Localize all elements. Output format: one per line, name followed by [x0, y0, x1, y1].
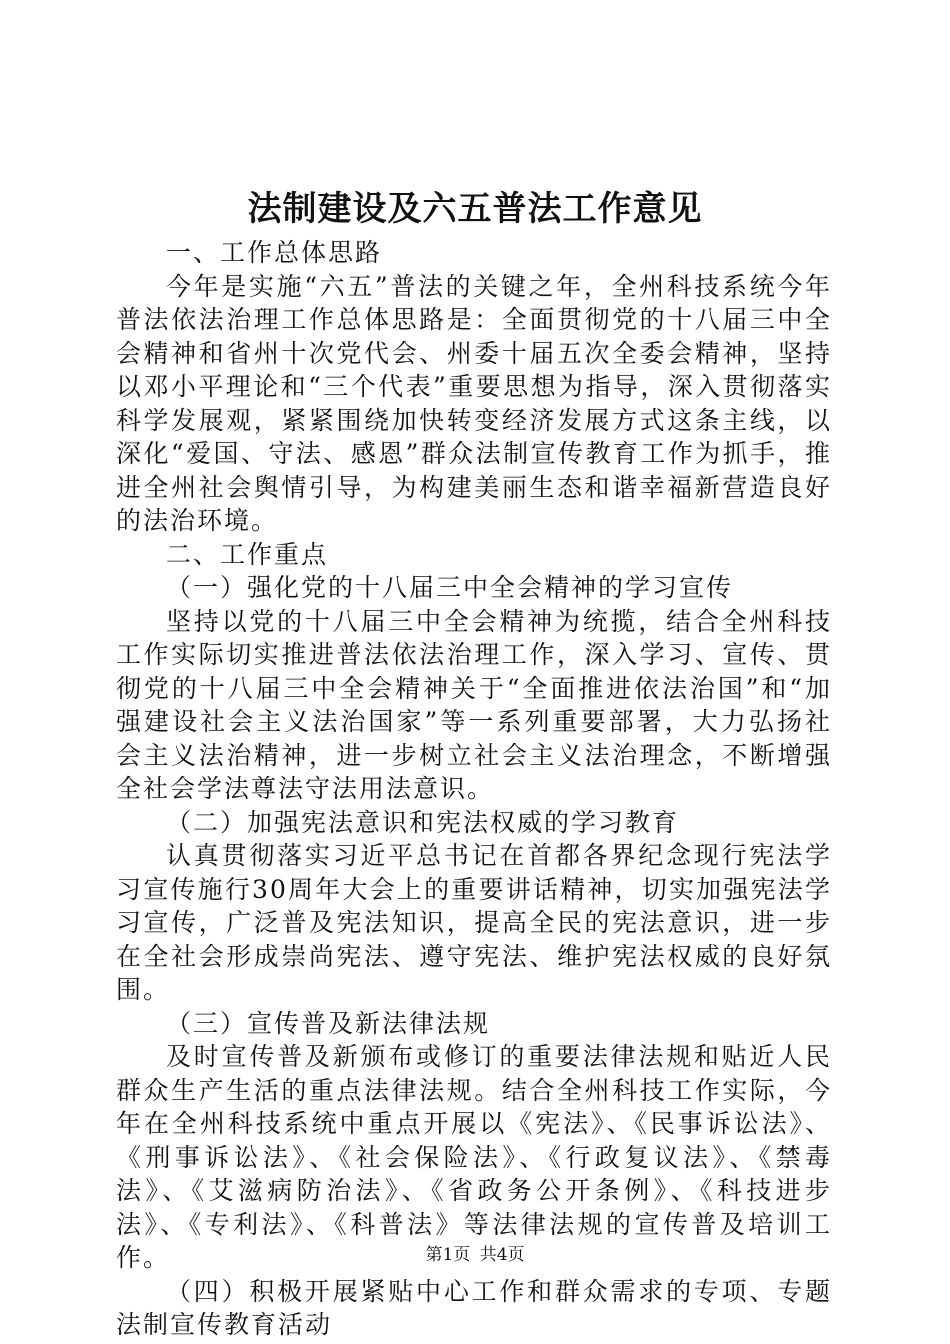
body-paragraph: 及时宣传普及新颁布或修订的重要法律法规和贴近人民群众生产生活的重点法律法规。结合全州科技工作实际，今年在全州科技系统中重点开展以《宪法》、《民事诉讼法》、《刑事诉讼法》、《社会保险法》、《行政复议法》、《禁毒法》、《艾滋病防治法》、《省政务公开条例》、《科技进步法》、《专利法》、《科普法》等法律法规的宣传普及培训工作。: [116, 1042, 832, 1272]
section-heading: 二、工作重点: [166, 539, 329, 569]
page-total: 共4页: [479, 1245, 525, 1265]
subsection-heading: （三）宣传普及新法律法规: [166, 1008, 491, 1038]
subsection-heading: （一）强化党的十八届三中全会精神的学习宣传: [166, 573, 734, 602]
page-footer: [0, 1243, 950, 1267]
document-title: 法制建设及六五普法工作意见: [247, 189, 703, 229]
subsection-heading: （四）积极开展紧贴中心工作和群众需求的专项、专题法制宣传教育活动: [116, 1276, 832, 1339]
body-paragraph: 坚持以党的十八届三中全会精神为统揽，结合全州科技工作实际切实推进普法依法治理工作，深入学习、宣传、贯彻党的十八届三中全会精神关于“全面推进依法治国”和“加强建设社会主义法治国家”等一系列重要部署，大力弘扬社会主义法治精神，进一步树立社会主义法治理念，不断增强全社会学法尊法守法用法意识。: [116, 606, 832, 803]
subsection-heading: （二）加强宪法意识和宪法权威的学习教育: [166, 807, 680, 837]
section-heading: 一、工作总体思路: [166, 238, 383, 267]
page-number: 第1页: [425, 1245, 471, 1265]
document-body: [116, 236, 832, 1342]
body-paragraph: 今年是实施“六五”普法的关键之年，全州科技系统今年普法依法治理工作总体思路是：全面贯彻党的十八届三中全会精神和省州十次党代会、州委十届五次全委会精神，坚持以邓小平理论和“三个代表”重要思想为指导，深入贯彻落实科学发展观，紧紧围绕加快转变经济发展方式这条主线，以深化“爱国、守法、感恩”群众法制宣传教育工作为抓手，推进全州社会舆情引导，为构建美丽生态和谐幸福新营造良好的法治环境。: [116, 271, 832, 535]
body-paragraph: 认真贯彻落实习近平总书记在首都各界纪念现行宪法学习宣传施行30周年大会上的重要讲话精神，切实加强宪法学习宣传，广泛普及宪法知识，提高全民的宪法意识，进一步在全社会形成崇尚宪法、遵守宪法、维护宪法权威的良好氛围。: [116, 841, 832, 1004]
